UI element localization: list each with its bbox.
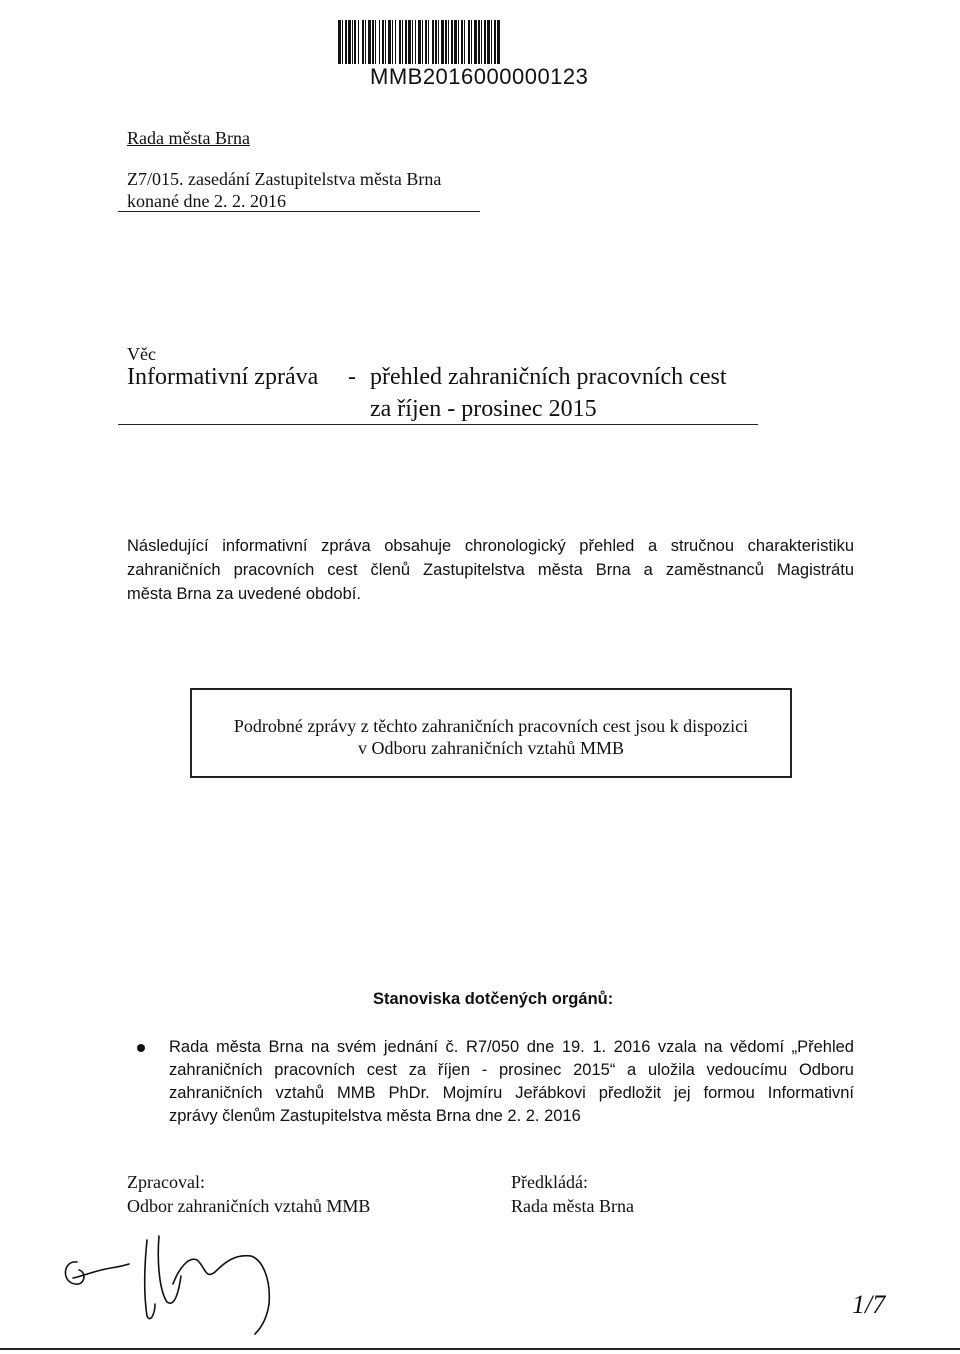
intro-line-3: města Brna za uvedené období. xyxy=(127,585,361,603)
opinion-line-1: Rada města Brna na svém jednání č. R7/050 dne 19. 1. 2016 vzala na vědomí „Přehled xyxy=(169,1038,854,1056)
opinion-line-4: zprávy členům Zastupitelstva města Brna dne 2. 2. 2016 xyxy=(169,1107,581,1125)
signature-image xyxy=(55,1220,315,1340)
barcode xyxy=(338,20,633,64)
subject-label: Věc xyxy=(127,344,156,364)
bullet-icon xyxy=(137,1044,145,1052)
intro-line-1: Následující informativní zpráva obsahuje chronologický přehled a stručnou charakteristiku xyxy=(127,537,854,555)
meeting-line: Z7/015. zasedání Zastupitelstva města Brna xyxy=(127,169,442,189)
prepared-by: Odbor zahraničních vztahů MMB xyxy=(127,1196,371,1216)
subject-period: za říjen - prosinec 2015 xyxy=(370,396,597,422)
notice-line-2: v Odboru zahraničních vztahů MMB xyxy=(358,738,624,758)
subject-title-dash: - xyxy=(348,364,356,390)
notice-line-1: Podrobné zprávy z těchto zahraničních pracovních cest jsou k dispozici xyxy=(233,716,749,736)
subject-title-left: Informativní zpráva xyxy=(127,364,319,390)
subject-divider xyxy=(118,424,758,425)
meeting-date: konané dne 2. 2. 2016 xyxy=(127,191,286,211)
submitter: Rada města Brna xyxy=(127,128,250,148)
opinion-line-2: zahraničních pracovních cest za říjen - prosinec 2015“ a uložila vedoucímu Odboru xyxy=(169,1061,854,1079)
opinions-heading: Stanoviska dotčených orgánů: xyxy=(373,990,614,1008)
submitted-by: Rada města Brna xyxy=(511,1196,634,1216)
document-code: MMB2016000000123 xyxy=(370,64,589,89)
scan-edge xyxy=(0,1348,960,1350)
subject-title-right: přehled zahraničních pracovních cest xyxy=(370,364,727,390)
submitted-label: Předkládá: xyxy=(511,1172,588,1192)
prepared-label: Zpracoval: xyxy=(127,1172,205,1192)
opinion-line-3: zahraničních vztahů MMB PhDr. Mojmíru Jeřábkovi předložit jej formou Informativní xyxy=(169,1084,854,1102)
page-mark: 1/7 xyxy=(852,1290,886,1319)
header-divider xyxy=(118,211,480,212)
intro-line-2: zahraničních pracovních cest členů Zastupitelstva města Brna a zaměstnanců Magistrátu xyxy=(127,561,854,579)
